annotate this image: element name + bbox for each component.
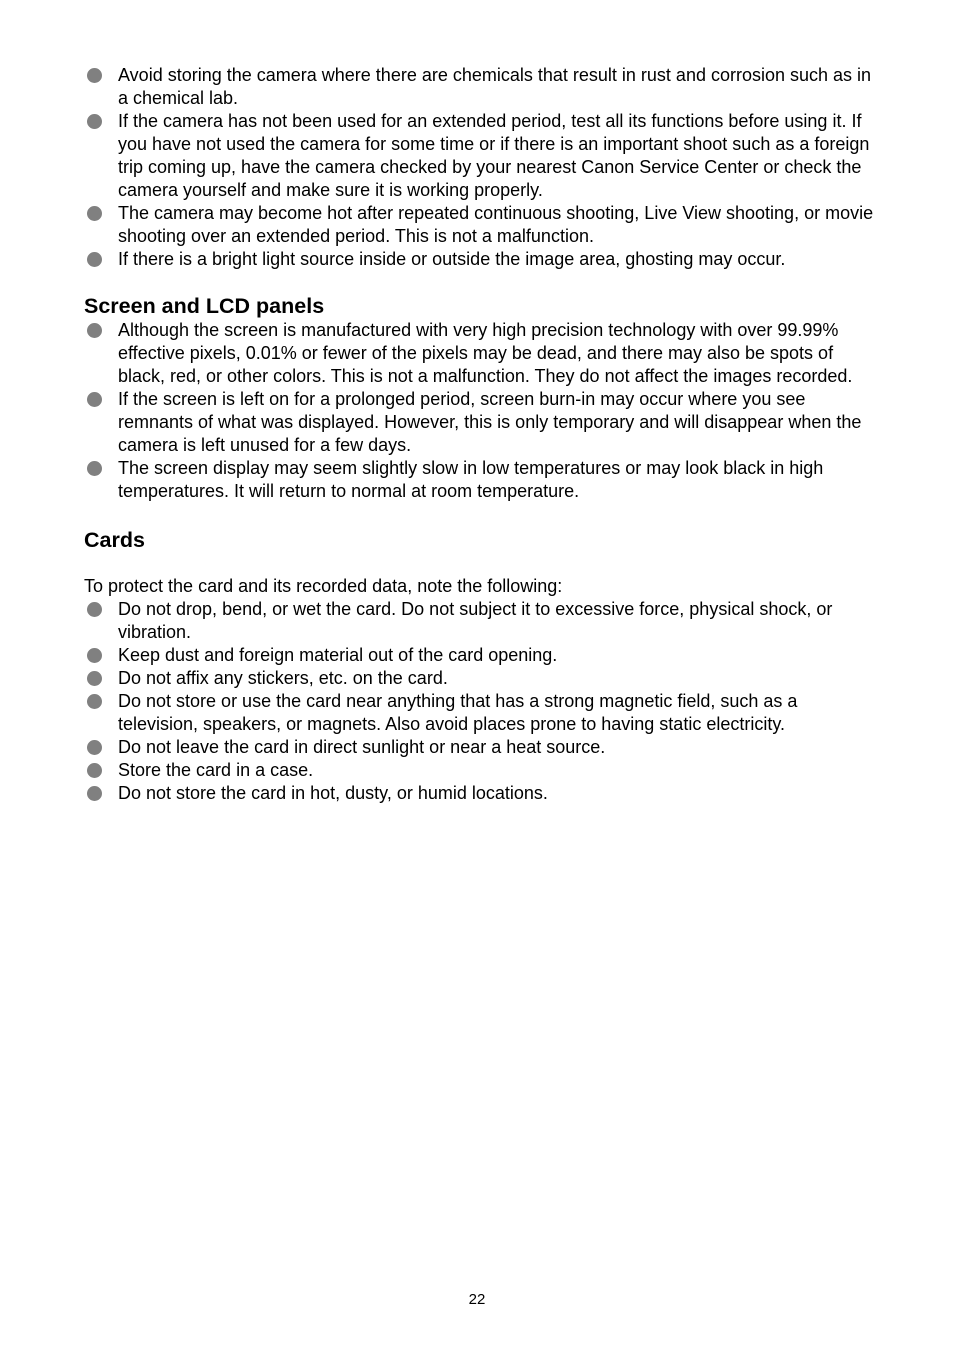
bullet-icon [87, 68, 102, 83]
bullet-icon [87, 786, 102, 801]
list-item-text: Avoid storing the camera where there are chemicals that result in rust and corrosion such as in a chemical lab. [118, 65, 872, 108]
cards-precautions-list [84, 598, 874, 805]
list-item-text: Keep dust and foreign material out of the card opening. [118, 645, 558, 665]
list-item-text: Do not store the card in hot, dusty, or humid locations. [118, 783, 548, 803]
list-item-text: The screen display may seem slightly slow in low temperatures or may look black in high temperatures. It will return to normal at room temperature. [118, 458, 824, 501]
bullet-icon [87, 648, 102, 663]
list-item-text: Do not affix any stickers, etc. on the card. [118, 668, 448, 688]
list-item-text: Do not drop, bend, or wet the card. Do not subject it to excessive force, physical shock, or vibration. [118, 599, 833, 642]
list-item [84, 457, 874, 503]
list-item [84, 667, 874, 690]
bullet-icon [87, 694, 102, 709]
general-precautions-list [84, 64, 874, 271]
list-item [84, 202, 874, 248]
list-item [84, 319, 874, 388]
bullet-icon [87, 114, 102, 129]
document-page [84, 64, 874, 805]
bullet-icon [87, 392, 102, 407]
list-item [84, 782, 874, 805]
list-item-text: Store the card in a case. [118, 760, 314, 780]
bullet-icon [87, 671, 102, 686]
bullet-icon [87, 206, 102, 221]
list-item [84, 248, 874, 271]
bullet-icon [87, 740, 102, 755]
list-item-text: If there is a bright light source inside or outside the image area, ghosting may occur. [118, 249, 786, 269]
list-item [84, 388, 874, 457]
list-item-text: The camera may become hot after repeated continuous shooting, Live View shooting, or movie shooting over an extended period. This is not a malfunction. [118, 203, 874, 246]
bullet-icon [87, 252, 102, 267]
cards-intro-text: To protect the card and its recorded data, note the following: [84, 576, 563, 596]
list-item [84, 759, 874, 782]
list-item [84, 644, 874, 667]
screen-precautions-list [84, 319, 874, 503]
bullet-icon [87, 763, 102, 778]
section-heading-screen: Screen and LCD panels [84, 294, 325, 318]
bullet-icon [87, 323, 102, 338]
page-number: 22 [468, 1291, 486, 1308]
bullet-icon [87, 602, 102, 617]
list-item-text: Do not leave the card in direct sunlight or near a heat source. [118, 737, 606, 757]
list-item [84, 110, 874, 202]
list-item [84, 690, 874, 736]
list-item-text: Although the screen is manufactured with very high precision technology with over 99.99% effective pixels, 0.01% or fewer of the pixels may be dead, and there may also be spots of black, red, or other colors. This is not a malfunction. They do not affect the images recorded. [118, 320, 853, 386]
list-item-text: If the camera has not been used for an extended period, test all its functions before using it. If you have not used the camera for some time or if there is an important shoot such as a foreign trip coming up, have the camera checked by your nearest Canon Service Center or check the camera yourself and make sure it is working properly. [118, 111, 870, 200]
bullet-icon [87, 461, 102, 476]
list-item-text: Do not store or use the card near anything that has a strong magnetic field, such as a television, speakers, or magnets. Also avoid places prone to having static electricity. [118, 691, 798, 734]
list-item [84, 598, 874, 644]
section-heading-cards: Cards [84, 528, 145, 552]
list-item [84, 736, 874, 759]
list-item [84, 64, 874, 110]
list-item-text: If the screen is left on for a prolonged period, screen burn-in may occur where you see remnants of what was displayed. However, this is only temporary and will disappear when the camera is left unused for a few days. [118, 389, 862, 455]
